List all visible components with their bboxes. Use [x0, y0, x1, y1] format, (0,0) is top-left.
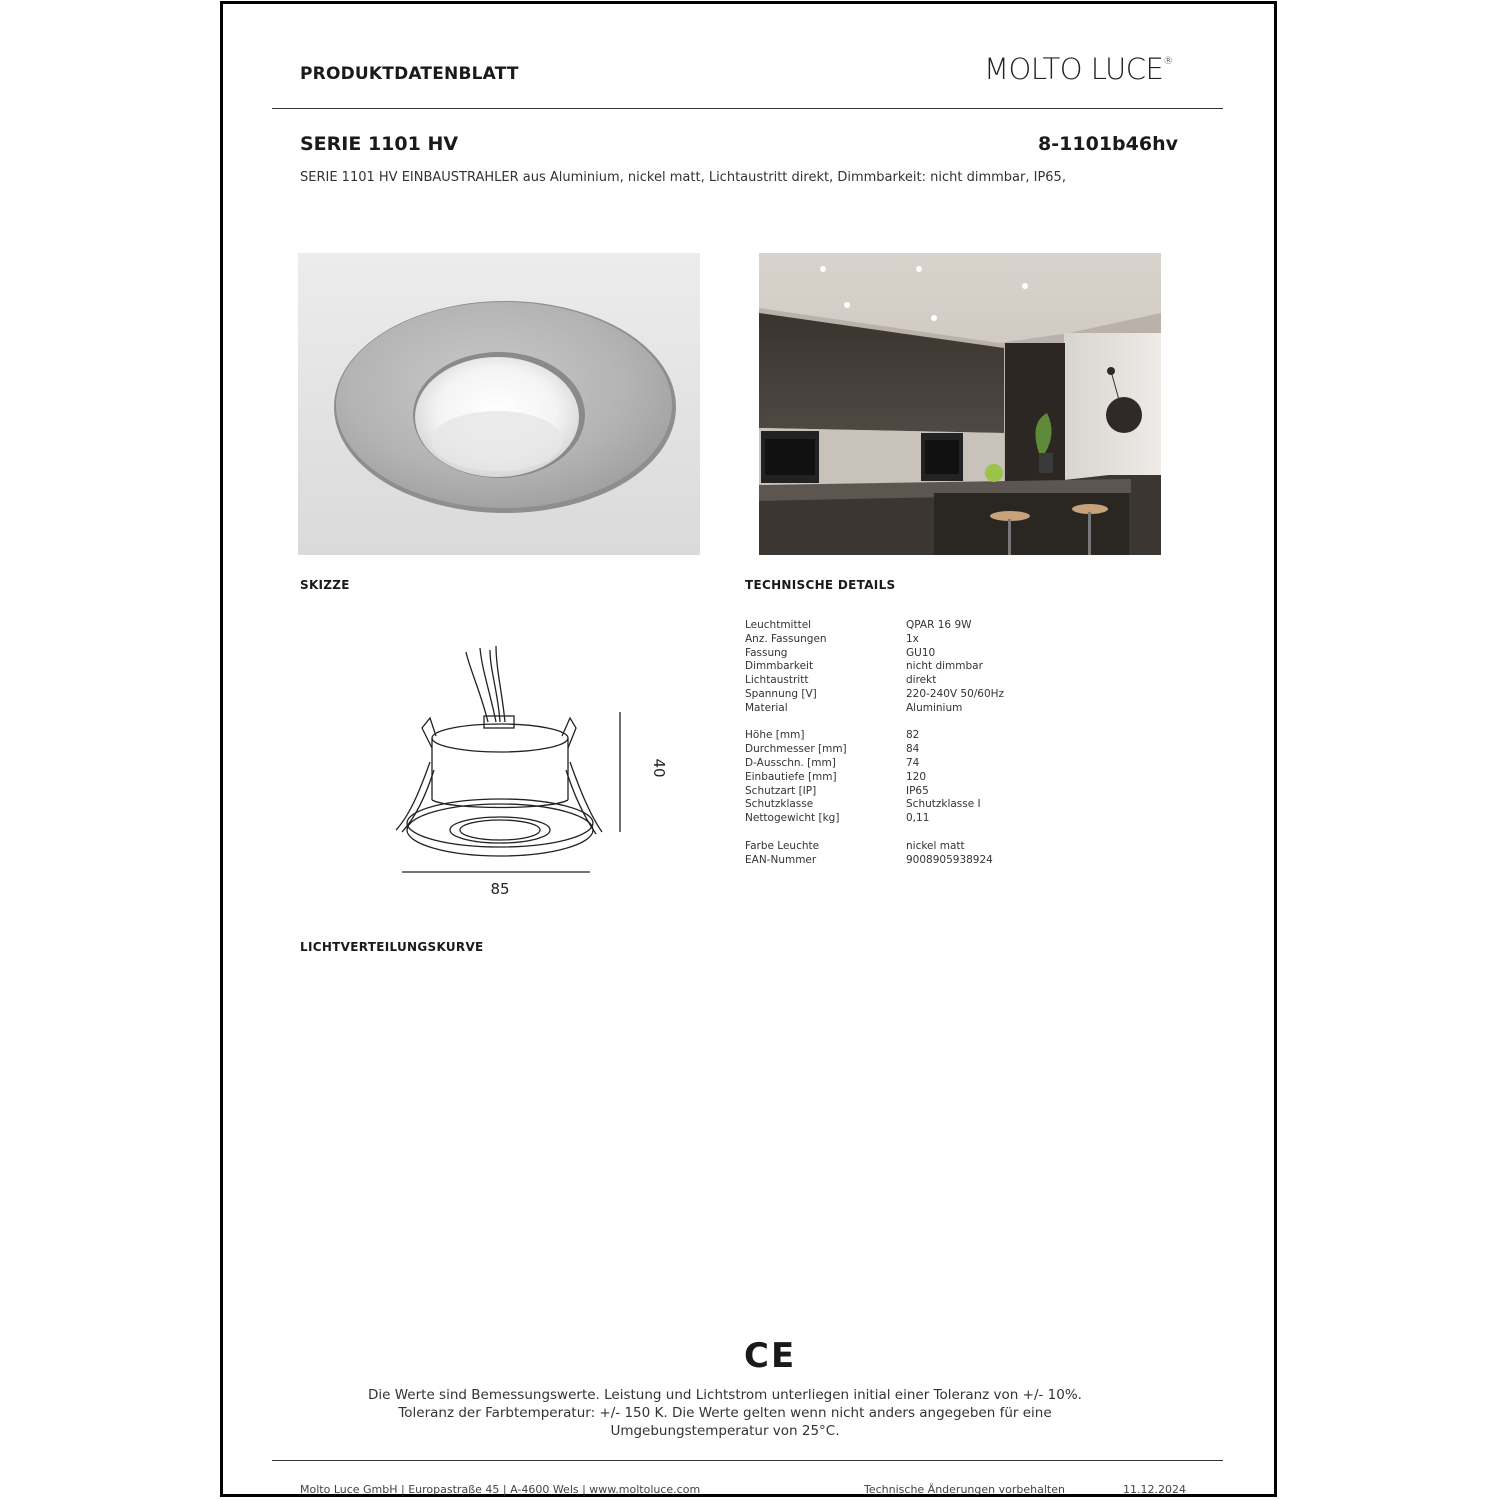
- tech-label: Durchmesser [mm]: [745, 743, 847, 756]
- tech-row: [745, 688, 1004, 702]
- section-light-curve-title: LICHTVERTEILUNGSKURVE: [300, 940, 484, 954]
- brand-registered-mark: ®: [1163, 56, 1173, 67]
- tech-value: IP65: [906, 784, 929, 797]
- tech-value: 74: [906, 756, 920, 769]
- tech-value: QPAR 16 9W: [906, 619, 972, 631]
- sketch-drawing: [330, 640, 700, 915]
- tech-value: 0,11: [906, 812, 930, 825]
- tech-label: Material: [745, 701, 788, 714]
- product-description: SERIE 1101 HV EINBAUSTRAHLER aus Aluminium, nickel matt, Lichtaustritt direkt, Dimmbarkeit: nicht dimmbar, IP65,: [300, 170, 1066, 185]
- sketch-height-dimension: 40: [650, 758, 668, 778]
- footer-company: Molto Luce GmbH | Europastraße 45 | A-4600 Wels | www.moltoluce.com: [300, 1483, 701, 1496]
- tech-row: [745, 743, 1004, 757]
- notice-line: Umgebungstemperatur von 25°C.: [610, 1423, 840, 1439]
- tech-spacer: [745, 716, 1004, 730]
- tech-label: Höhe [mm]: [745, 729, 805, 742]
- tech-label: Farbe Leuchte: [745, 839, 820, 852]
- tech-row: [745, 840, 1004, 854]
- tech-value: Schutzklasse I: [906, 798, 981, 811]
- tech-row: [745, 633, 1004, 647]
- tech-label: Einbautiefe [mm]: [745, 770, 837, 783]
- tech-row: [745, 757, 1004, 771]
- tech-row: [745, 674, 1004, 688]
- brand-name: MOLTO LUCE: [984, 52, 1164, 86]
- tech-label: Anz. Fassungen: [745, 632, 827, 645]
- footer-date: 11.12.2024: [1123, 1483, 1186, 1496]
- tech-value: 220-240V 50/60Hz: [906, 687, 1005, 700]
- product-photo: [298, 253, 700, 555]
- tolerance-notice: [340, 1386, 1110, 1440]
- tech-label: Spannung [V]: [745, 687, 817, 700]
- tech-value: GU10: [906, 646, 936, 659]
- tech-row: [745, 785, 1004, 799]
- document-type-title: PRODUKTDATENBLATT: [300, 64, 519, 84]
- section-sketch-title: SKIZZE: [300, 578, 350, 592]
- tech-value: 82: [906, 729, 920, 742]
- tech-value: 120: [906, 770, 927, 783]
- tech-value: nickel matt: [906, 839, 965, 852]
- brand-logo: [984, 52, 1173, 86]
- header-divider: [272, 108, 1223, 109]
- product-series: SERIE 1101 HV: [300, 133, 459, 155]
- tech-row: [745, 702, 1004, 716]
- tech-row: [745, 771, 1004, 785]
- tech-row: [745, 812, 1004, 826]
- tech-row: [745, 729, 1004, 743]
- tech-row: [745, 854, 1004, 868]
- tech-row: [745, 647, 1004, 661]
- tech-label: Leuchtmittel: [745, 619, 812, 631]
- tech-label: Nettogewicht [kg]: [745, 812, 840, 825]
- footer-disclaimer: Technische Änderungen vorbehalten: [864, 1483, 1065, 1496]
- ce-mark: CE: [744, 1336, 797, 1376]
- technical-details-table: [745, 619, 1004, 867]
- section-technical-title: TECHNISCHE DETAILS: [745, 578, 896, 592]
- tech-value: nicht dimmbar: [906, 660, 983, 673]
- notice-line: Toleranz der Farbtemperatur: +/- 150 K. Die Werte gelten wenn nicht anders angegeben für eine: [398, 1405, 1052, 1421]
- sketch-width-dimension: 85: [490, 880, 510, 898]
- tech-value: direkt: [906, 674, 937, 687]
- tech-label: D-Ausschn. [mm]: [745, 756, 836, 769]
- tech-row: [745, 619, 1004, 633]
- tech-label: EAN-Nummer: [745, 853, 817, 866]
- notice-line: Die Werte sind Bemessungswerte. Leistung und Lichtstrom unterliegen initial einer Toleranz von +/- 10%.: [368, 1387, 1082, 1403]
- tech-value: 1x: [906, 632, 919, 645]
- footer-divider: [272, 1460, 1223, 1461]
- tech-row: [745, 660, 1004, 674]
- tech-value: Aluminium: [906, 701, 963, 714]
- tech-value: 9008905938924: [906, 853, 993, 866]
- application-photo: [759, 253, 1161, 555]
- tech-label: Lichtaustritt: [745, 674, 809, 687]
- tech-label: Schutzklasse: [745, 798, 814, 811]
- tech-label: Fassung: [745, 646, 788, 659]
- tech-row: [745, 798, 1004, 812]
- tech-label: Schutzart [IP]: [745, 784, 817, 797]
- tech-spacer: [745, 826, 1004, 840]
- article-number: 8-1101b46hv: [1038, 133, 1178, 155]
- tech-value: 84: [906, 743, 920, 756]
- tech-label: Dimmbarkeit: [745, 660, 814, 673]
